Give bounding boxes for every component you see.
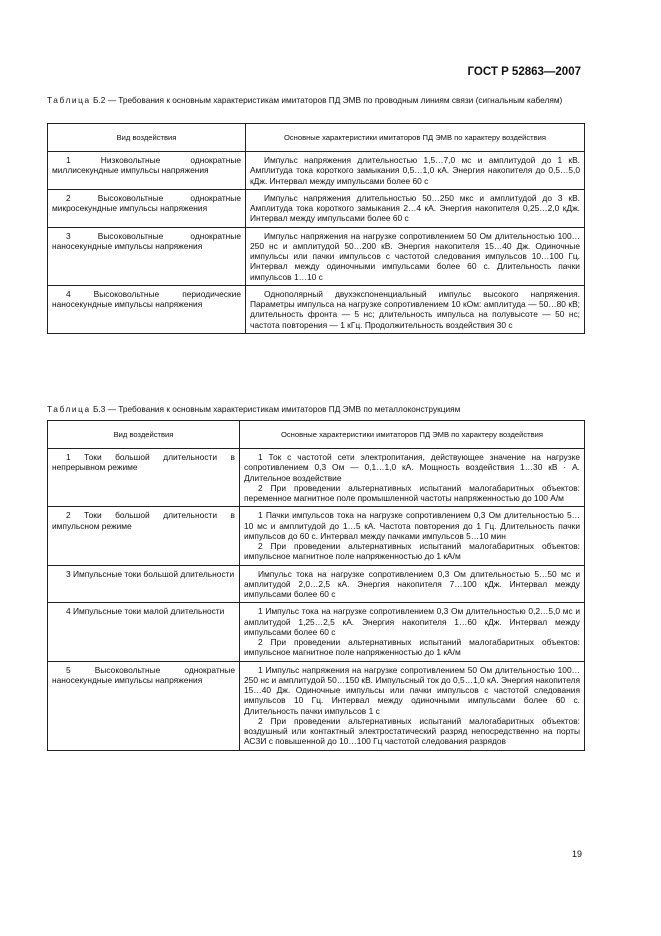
kind-text: 3 Высоковольтные однократные наносекундные импульсы напряжения	[52, 230, 241, 251]
table-row	[48, 565, 585, 603]
page-number: 19	[572, 849, 583, 859]
caption-text: Б.2 — Требования к основным характеристикам имитаторов ПД ЭМВ по проводным линиям связи (сигнальным кабелям)	[90, 95, 563, 105]
cell-characteristics	[246, 189, 585, 227]
cell-characteristics	[240, 603, 585, 661]
cell-kind	[48, 189, 246, 227]
table-row	[48, 189, 585, 227]
cell-kind	[48, 507, 240, 565]
table-row	[48, 285, 585, 333]
cell-characteristics	[246, 152, 585, 190]
table-row	[48, 152, 585, 190]
cell-characteristics	[240, 449, 585, 507]
characteristic-paragraph: Импульс напряжения длительностью 50…250 мкс и амплитудой до 3 кВ. Амплитуда тока короткого замыкания 2…4 кА. Энергия накопителя 0,25…2,0 кДж. Интервал между импульсами более 60 с	[250, 192, 580, 224]
table-row	[48, 507, 585, 565]
cell-kind	[48, 603, 240, 661]
characteristic-paragraph: 1 Импульс напряжения на нагрузке сопротивлением 50 Ом длительностью 100…250 нс и амплитудой 50…150 кВ. Импульсный ток до 0,5…1,0 кА. Энергия накопителя 15…40 Дж. Одиночные импульсы или пачки импульсов с частотой следования импульсов 10 Гц. Интервал между одиночными импульсами более 60 с. Длительность пачки импульсов 1 с	[244, 664, 580, 716]
characteristic-paragraph: 1 Пачки импульсов тока на нагрузке сопротивлением 0,3 Ом длительностью 5…10 мс и амплитудой до 1…5 кА. Частота повторения до 1 Гц. Длительность пачки импульсов до 60 с. Интервал между пачками импульсов 5…10 мин	[244, 510, 580, 541]
kind-text: 2 Высоковольтные однократные микросекундные импульсы напряжения	[52, 192, 241, 213]
kind-text: 4 Импульсные токи малой длительности	[66, 606, 225, 617]
cell-characteristics	[246, 227, 585, 285]
characteristic-paragraph: 1 Ток с частотой сети электропитания, действующее значение на нагрузке сопротивлением 0,3 Ом — 0,1…1,0 кА. Мощность воздействия 1…30 кВ · А. Длительное воздействие	[244, 452, 580, 483]
cell-kind	[48, 227, 246, 285]
characteristic-paragraph: Импульс напряжения на нагрузке сопротивлением 50 Ом длительностью 100…250 нс и амплитудой 50…200 кВ. Энергия накопителя 15…40 Дж. Одиночные импульсы или пачки импульсов с частотой следования импульсов 10…100 Гц. Интервал между одиночными импульсами более 60 с. Длительность пачки импульсов 1…10 с	[250, 230, 580, 282]
characteristic-paragraph: 1 Импульс тока на нагрузке сопротивлением 0,3 Ом длительностью 0,2…5,0 мс и амплитудой 1,25…2,5 кА. Энергия накопителя 1…60 кДж. Интервал между импульсами более 60 с	[244, 606, 580, 637]
cell-kind	[48, 661, 240, 750]
column-header-kind: Вид воздействия	[48, 124, 246, 152]
cell-characteristics	[240, 661, 585, 750]
table-row	[48, 449, 585, 507]
column-header-kind: Вид воздействия	[48, 421, 240, 449]
kind-text: 3 Импульсные токи большой длительности	[66, 568, 235, 579]
kind-text: 4 Высоковольтные периодические наносекундные импульсы напряжения	[52, 288, 241, 309]
cell-kind	[48, 285, 246, 333]
characteristic-paragraph: Импульс тока на нагрузке сопротивлением 0,3 Ом длительностью 5…50 мс и амплитудой 2,0…2,5 кА. Энергия накопителя 7…100 кДж. Интервал между импульсами более 60 с	[244, 568, 580, 599]
column-header-characteristics: Основные характеристики имитаторов ПД ЭМВ по характеру воздействия	[246, 124, 585, 152]
caption-label: Таблица	[47, 95, 91, 105]
cell-characteristics	[240, 565, 585, 603]
cell-characteristics	[240, 507, 585, 565]
column-header-characteristics: Основные характеристики имитаторов ПД ЭМВ по характеру воздействия	[240, 421, 585, 449]
caption-text: Б.3 — Требования к основным характеристикам имитаторов ПД ЭМВ по металлоконструкциям	[90, 404, 461, 414]
characteristic-paragraph: Импульс напряжения длительностью 1,5…7,0 мс и амплитудой до 1 кВ. Амплитуда тока короткого замыкания 0,5…1,0 кА. Энергия накопителя до 0,5…5,0 кДж. Интервал между импульсами более 60 с	[250, 155, 580, 186]
table-b2-body	[48, 152, 585, 334]
cell-kind	[48, 152, 246, 190]
kind-text: 1 Токи большой длительности в непрерывном режиме	[52, 452, 235, 473]
table-b2	[47, 123, 585, 334]
table-row	[48, 227, 585, 285]
document-id: ГОСТ Р 52863—2007	[467, 66, 581, 78]
characteristic-paragraph: 2 При проведении альтернативных испытаний малогабаритных объектов: воздушный или контактный электростатический разряд непосредственно на порты АСЗИ с повышенной до 10…100 Гц частотой следования разрядов	[244, 715, 580, 747]
table-b3-body	[48, 449, 585, 751]
characteristic-paragraph: 2 При проведении альтернативных испытаний малогабаритных объектов: импульсное магнитное поле напряженностью до 1 кА/м	[244, 637, 580, 658]
kind-text: 1 Низковольтные однократные миллисекундные импульсы напряжения	[52, 155, 241, 176]
characteristic-paragraph: 2 При проведении альтернативных испытаний малогабаритных объектов: переменное магнитное поле промышленной частоты напряженностью до 100 А/м	[244, 482, 580, 503]
characteristic-paragraph: 2 При проведении альтернативных испытаний малогабаритных объектов: импульсное магнитное поле напряженностью до 1 кА/м	[244, 541, 580, 562]
table-row	[48, 661, 585, 750]
caption-label: Таблица	[47, 404, 91, 414]
table-b3	[47, 420, 585, 751]
cell-kind	[48, 565, 240, 603]
characteristic-paragraph: Однополярный двухэкспоненциальный импульс высокого напряжения. Параметры импульса на нагрузке сопротивлением 10 кОм: амплитуда — 50…80 кВ; длительность фронта — 5 нс; длительность импульса на полувысоте — 50 нс; частота повторения — 1 кГц. Продолжительность воздействия 30 с	[250, 288, 580, 330]
table-caption-b3	[47, 404, 587, 414]
kind-text: 5 Высоковольтные однократные наносекундные импульсы напряжения	[52, 664, 235, 685]
table-row	[48, 603, 585, 661]
kind-text: 2 Токи большой длительности в импульсном режиме	[52, 510, 235, 531]
cell-characteristics	[246, 285, 585, 333]
cell-kind	[48, 449, 240, 507]
table-caption-b2	[47, 95, 587, 105]
